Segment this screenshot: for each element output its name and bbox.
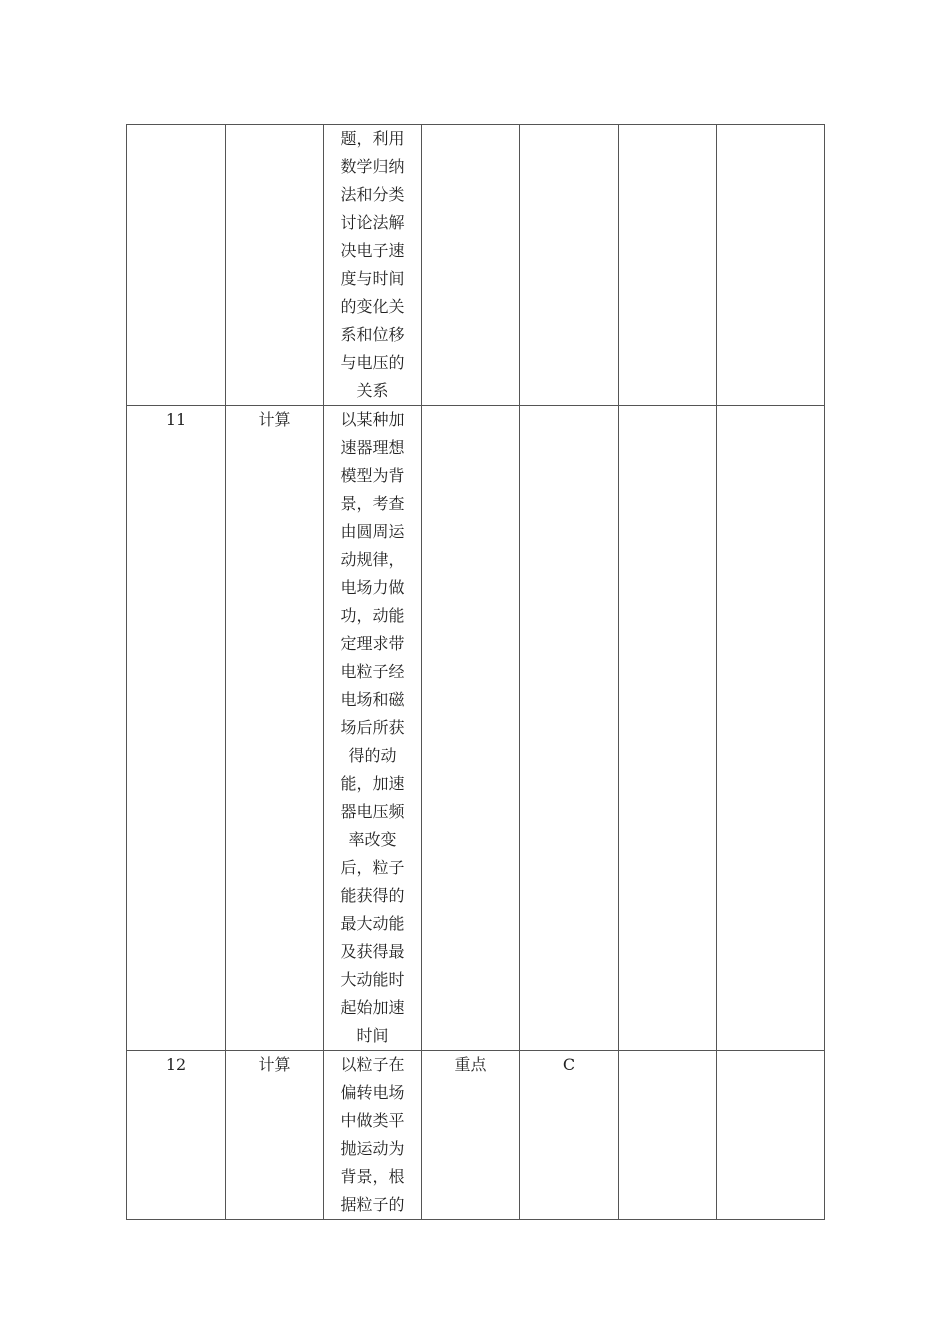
level-cell [422, 406, 520, 1051]
description-line: 由圆周运 [340, 522, 405, 541]
description-line: 电场力做 [340, 578, 405, 597]
description-line: 与电压的 [340, 353, 405, 372]
description-line: 及获得最 [340, 942, 405, 961]
description-line: 大动能时 [340, 970, 405, 989]
empty-cell [619, 125, 717, 406]
question-number-cell [127, 406, 226, 1051]
description-line: 以粒子在 [340, 1055, 405, 1074]
description-line: 数学归纳 [340, 157, 405, 176]
empty-cell [717, 406, 825, 1051]
description-line: 偏转电场 [340, 1083, 405, 1102]
description-line: 的变化关 [340, 297, 405, 316]
description-line: 关系 [356, 381, 389, 400]
question-type-cell [226, 125, 324, 406]
description-line: 度与时间 [340, 269, 405, 288]
question-description-cell [324, 125, 422, 406]
level-cell [422, 125, 520, 406]
description-line: 场后所获 [340, 718, 405, 737]
grade-cell [520, 1051, 619, 1220]
importance-level: 重点 [454, 1055, 487, 1074]
description-line: 得的动 [348, 746, 397, 765]
table-row [127, 1051, 825, 1220]
question-type: 计算 [258, 1055, 291, 1074]
description-line: 能获得的 [340, 886, 405, 905]
question-type: 计算 [258, 410, 291, 429]
description-line: 定理求带 [340, 634, 405, 653]
description-line: 抛运动为 [340, 1139, 405, 1158]
description-line: 讨论法解 [340, 213, 405, 232]
description-line: 时间 [356, 1026, 389, 1045]
question-description-cell [324, 1051, 422, 1220]
empty-cell [717, 1051, 825, 1220]
question-type-cell [226, 1051, 324, 1220]
description-line: 功，动能 [340, 606, 405, 625]
description-line: 率改变 [348, 830, 397, 849]
question-number-cell [127, 125, 226, 406]
description-line: 题，利用 [340, 129, 405, 148]
description-line: 以某种加 [340, 410, 405, 429]
question-number: 11 [165, 410, 187, 429]
description-line: 法和分类 [340, 185, 405, 204]
table-row [127, 125, 825, 406]
description-line: 景，考查 [340, 494, 405, 513]
question-number: 12 [165, 1055, 187, 1074]
description-line: 器电压频 [340, 802, 405, 821]
description-line: 决电子速 [340, 241, 405, 260]
description-line: 最大动能 [340, 914, 405, 933]
description-line: 起始加速 [340, 998, 405, 1017]
description-line: 电粒子经 [340, 662, 405, 681]
description-line: 能，加速 [340, 774, 405, 793]
exam-analysis-table [126, 124, 825, 1220]
description-line: 系和位移 [340, 325, 405, 344]
question-number-cell [127, 1051, 226, 1220]
description-line: 动规律， [340, 550, 405, 569]
description-line: 速器理想 [340, 438, 405, 457]
question-description-cell [324, 406, 422, 1051]
description-line: 模型为背 [340, 466, 405, 485]
question-type-cell [226, 406, 324, 1051]
description-line: 电场和磁 [340, 690, 405, 709]
table-row [127, 406, 825, 1051]
description-line: 后，粒子 [340, 858, 405, 877]
difficulty-grade: C [562, 1055, 576, 1074]
grade-cell [520, 125, 619, 406]
description-line: 背景，根 [340, 1167, 405, 1186]
description-line: 据粒子的 [340, 1195, 405, 1214]
empty-cell [619, 406, 717, 1051]
description-line: 中做类平 [340, 1111, 405, 1130]
empty-cell [619, 1051, 717, 1220]
level-cell [422, 1051, 520, 1220]
grade-cell [520, 406, 619, 1051]
empty-cell [717, 125, 825, 406]
